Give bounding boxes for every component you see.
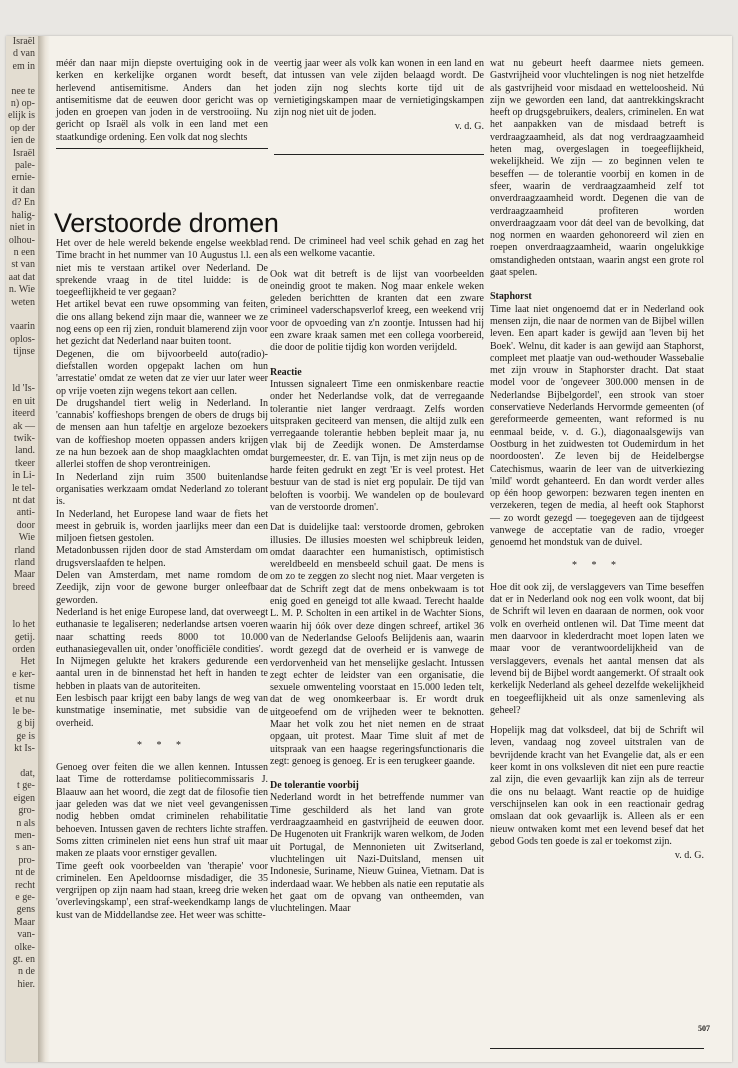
previous-page-fragment: pro-: [18, 854, 35, 866]
page-gutter: [38, 36, 50, 1062]
previous-page-fragment: nt de: [15, 867, 35, 879]
previous-page-fragment: n. Wie: [8, 284, 35, 296]
previous-page-fragment: tisme: [13, 681, 35, 693]
previous-page-fragment: n) op-: [10, 98, 35, 110]
previous-page-fragment: orden: [12, 643, 35, 655]
previous-page-fragment: g bij: [16, 718, 35, 730]
spacer: [270, 355, 484, 363]
previous-page-fragment: lo het: [12, 619, 35, 631]
previous-page-fragment: kt Is-: [14, 743, 35, 755]
paragraph: In Nijmegen gelukte het krakers gedurende een aantal uren in de binnenstad het heft in handen te hebben in plaats van de autoriteiten.: [56, 656, 268, 692]
previous-page-fragment: anti-: [16, 507, 35, 519]
paragraph: Een lesbisch paar krijgt een baby langs de weg van kunstmatige inseminatie, met subsidie van de overheid.: [56, 692, 268, 729]
continued-text-left: méér dan naar mijn diepste overtuiging ook in de kerken en kerkelijke organen wordt beseft, herlevend antisemitisme. Anders dan het antisemitisme dat de eeuwen door gericht was op joden en groepen van joden in de verstrooiing. Nu gericht op Israël als volk in een land met een staatkundige ordening. Een volk dat nog slechts: [56, 58, 268, 143]
previous-page-fragment: n als: [16, 817, 35, 829]
paragraph: Nederland is het enige Europese land, dat overweegt euthanasie te legaliseren; nederlandse artsen voeren naar schatting reeds 8000 tot 10.000 euthanasiegevallen uit, onder 'onofficiële condities'.: [56, 606, 268, 655]
previous-page-fragment: en uit: [12, 395, 35, 407]
previous-page-fragment: door: [16, 519, 35, 531]
paragraph: Het artikel bevat een ruwe opsomming van feiten, die ons allang bekend zijn maar die, wanneer we ze nog eens op een rij zien, ronduit blamerend zijn voor het gezicht dat Nederland naar buiten toont.: [56, 299, 268, 348]
section-heading: Staphorst: [490, 291, 532, 303]
author-signature-top: v. d. G.: [454, 121, 484, 133]
paragraph: Hoe dit ook zij, de verslaggevers van Time beseffen dat er in Nederland ook nog een volk woont, dat bij de Schrift wil leven en daaraan de normen, ook voor volk en overheid ontlenen wil. Dat Time meent dat men daarvoor in klederdracht moet lopen laten we maar voor de verantwoordelijkheid van de verslaggevers, evenals het aantal mensen dat als levend bij de Bijbel wordt aangemerkt. Of straalt ook kerkelijk Nederland als geheel dezelfde wekelijkheid en toegeeflijkheid uit als onze samenleving als geheel?: [490, 581, 704, 716]
previous-page-fragment: tkeer: [15, 457, 35, 469]
previous-page-fragment: aat dat: [8, 271, 35, 283]
spacer: [490, 279, 704, 287]
previous-page-fragment: [6, 73, 38, 85]
previous-page-fragment: olke-: [14, 941, 35, 953]
divider-rule-top: [274, 154, 484, 155]
previous-page-fragment: ernie-: [11, 172, 35, 184]
paragraph: Dat is duidelijke taal: verstoorde dromen, gebroken illusies. De illusies moesten wel schipbreuk leiden, omdat daarachter een humanistisch, optimistisch wereldbeeld en mensbeeld schuil gaat. De mens is om zo te zeggen zo slecht nog niet. Maar vergeten is dat de Schrift zegt dat de mens onbekwaam is tot enig goed en geneigd tot alle kwaad. Terecht haalde L. M. P. Scholten in een artikel in de Wachter Sions, waarin hij óók over deze dingen schreef, artikel 36 van de Nederlandse Geloofs Belijdenis aan, waarin wordt gezegd dat de overheid er is vanwege de verdorvenheid van het menselijke geslacht. Intussen zegt echter de leidster van een organisatie, die sexuele omwenteling voorstaat en 15.000 leden telt, dat de weg onomkeerbaar is. Er wordt druk uitgeoefend om de vrijheden weer te beknotten. Maar het volk zou het niet nemen en de straat opgaan, uit protest. Maar Time sluit af met de uitspraak van een haagse regeringsfunctionaris die zegt: genoeg is genoeg. Er is een terugkeer gaande.: [270, 522, 484, 767]
previous-page-fragment: gro-: [18, 805, 35, 817]
previous-page-fragment: hier.: [17, 978, 35, 990]
previous-page-fragment: le tel-: [11, 482, 35, 494]
article-column-left: [56, 238, 268, 922]
previous-page-fragment: n een: [13, 246, 35, 258]
previous-page-fragment: gt. en: [12, 954, 35, 966]
paragraph: Ook wat dit betreft is de lijst van voorbeelden oneindig groot te maken. Nog maar enkele weken geleden berichtten de kranten dat een zware crimineel vaderschapsverlof kreeg, een weekend vrij voor de opvoeding van z'n zoontje. Intussen had hij een zware kraak samen met een collega voorbereid, die door de politie tijdig kon worden verijdeld.: [270, 268, 484, 354]
paragraph: Delen van Amsterdam, met name romdom de Zeedijk, zijn voor de gewone burger onleefbaar geworden.: [56, 570, 268, 606]
previous-page-fragment: e ker-: [12, 668, 35, 680]
previous-page-fragment: in Li-: [12, 470, 35, 482]
previous-page-fragment: ge is: [16, 730, 35, 742]
previous-page-fragment: et nu: [15, 693, 35, 705]
paragraph: Hopelijk mag dat volksdeel, dat bij de Schrift wil leven, vandaag nog zoveel uitstralen van de bevrijdende kracht van het Evangelie dat, als er een keer komt in ons volksleven dit niet een pure reactie zal zijn, die even gevaarlijk kan zijn als de terreur die ons nu belaagt. Want reactie op de huidige verschijnselen kan ook in een reactionair gedrag omslaan dat ook gevaarlijk is. Alleen als er een nieuw ontwaken komt met een levend besef dat het gebod Gods ten goede is zal er toekomst zijn.: [490, 725, 704, 847]
page-number: 507: [698, 1024, 710, 1033]
previous-page-fragment: nt dat: [12, 495, 35, 507]
divider-rule-left: [56, 148, 268, 149]
section-heading: Reactie: [270, 366, 302, 378]
previous-page-fragment: d van: [13, 48, 35, 60]
magazine-page: [6, 36, 732, 1062]
previous-page-strip: [6, 36, 38, 1062]
previous-page-fragment: n de: [18, 966, 35, 978]
paragraph: wat nu gebeurt heeft daarmee niets gemeen. Gastvrijheid voor vluchtelingen is nog niet hetzelfde als gastvrijheid voor misdaad en wetteloosheid. Nú zijn we geworden een land, dat aantrekkingskracht heeft op drugsgebruikers, dealers, criminelen. En wat het aanpakken van de misdaad betreft is verdraagzaamheid, als dat nog verdraagzaamheid heten mag, overgeslagen in toegeeflijkheid, wekelijkheid. We zijn — zo beginnen velen te beseffen — de tolerantie voorbij en komen in de sfeer, waarin de verdraagzaamheid zelf tot onverdraagzaamheid wordt. Degenen die van de verdraagzaamheid profiteren worden onverdraagzaam voor dát deel van de bevolking, dat nog normen en waarden gehonoreerd wil zien en roepen onverdraagzaamheid, waarin ongelukkige omstandigheden ontstaan, waarin angst een grote rol gaat spelen.: [490, 58, 704, 279]
previous-page-fragment: van-: [17, 929, 35, 941]
previous-page-fragment: st van: [11, 259, 35, 271]
paragraph: Time geeft ook voorbeelden van 'therapie' voor criminelen. Een Apeldoornse misdadiger, die 35 vergrijpen op zijn naam had staan, kreeg drie weken 'overlevingskamp', een straf-weekendkamp langs de kust van de Middellandse zee. Het weer was schitte-: [56, 860, 268, 921]
paragraph: Intussen signaleert Time een onmiskenbare reactie onder het Nederlandse volk, dat de verregaande tolerantie niet langer verdraagt. Zelfs worden uitspraken geciteerd van mensen, die altijd zulk een verregaande tolerantie hebben bepleit maar ja, nu vlak bij de Zeedijk wonen. De Amsterdamse burgemeester, dr. E. van Tijn, is met zijn neus op de harde feiten gedrukt en zegt 'Er is veel protest. Het bestuur van de stad is niet erg populair. De tijd van beloften is voorbij. We wandelen op de boulevard van de verstoorde dromen'.: [270, 378, 484, 513]
previous-page-fragment: [6, 309, 38, 321]
previous-page-fragment: ak —: [13, 420, 35, 432]
continued-text-mid: veertig jaar weer als volk kan wonen in een land en dat intussen van vele zijden belaagd wordt. De joden zijn nog slechts korte tijd uit de vernietigingskampen maar de vernietigingskampen zijn nog niet uit de joden.: [274, 58, 484, 119]
article-column-mid: [270, 236, 484, 915]
previous-page-fragment: halig-: [11, 209, 35, 221]
previous-page-fragment: [6, 371, 38, 383]
previous-page-fragment: gens: [16, 904, 35, 916]
previous-page-fragment: olhou-: [8, 234, 35, 246]
previous-page-fragment: vaarin: [10, 321, 35, 333]
paragraph: Time laat niet ongenoemd dat er in Nederland ook mensen zijn, die naar de normen van de Bijbel willen leven. Een apart kader is gewijd aan 'leven bij het Boek'. Welnu, dit kader is aan gewijd aan Staphorst, compleet met plaatje van oud-wethouder Wassebalie met zijn vrouw in Staphorster dracht. Dat staat model voor de 'ongeveer 300.000 mensen in de Nederlandse Bijbelgordel', een strook van stoer conservatieve Nederlands Hervormde gemeenten (of gereformeerde gemeenten, want reformed is nu eenmaal beide, v. d. G.), diagonaalsgewijs van Oostburg in het zuidwesten tot Oudemirdum in het noordoosten'. Ze leven bij de Heidelbergse Catechismus, waarin de leer van de uitverkiezing 'mild' wordt gehanteerd. En dan wordt verder alles op één hoop geworpen: bezwaren tegen inenten en verzekeren, tegen de media, al heeft ook Staphorst — zo wordt gezegd — toegegeven aan de tijdgeest vanwege de acceptatie van de radio, vroeger genoemd het mondstuk van de duivel.: [490, 303, 704, 549]
previous-page-fragment: land.: [15, 445, 35, 457]
previous-page-fragment: s an-: [15, 842, 35, 854]
previous-page-fragment: [6, 756, 38, 768]
previous-page-fragment: Het: [20, 656, 35, 668]
previous-page-fragment: ld 'Is-: [12, 383, 35, 395]
previous-page-fragment: oplos-: [10, 333, 35, 345]
previous-page-fragment: em in: [12, 60, 35, 72]
previous-page-fragment: eigen: [13, 792, 35, 804]
previous-page-fragment: breed: [12, 581, 35, 593]
previous-page-fragment: [6, 607, 38, 619]
previous-page-fragment: ien de: [10, 135, 35, 147]
paragraph: rend. De crimineel had veel schik gehad en zag het als een welkome vacantie.: [270, 236, 484, 260]
previous-page-fragment: rland: [14, 544, 35, 556]
previous-page-fragment: le be-: [12, 705, 35, 717]
continued-article-mid: [274, 58, 484, 134]
article-column-right: [490, 58, 704, 862]
previous-page-fragment: Israël: [12, 147, 35, 159]
previous-page-fragment: e ge-: [15, 892, 35, 904]
previous-page-fragment: nee te: [11, 85, 35, 97]
previous-page-fragment: it dan: [12, 184, 35, 196]
previous-page-fragment: [6, 594, 38, 606]
paragraph: Degenen, die om bijvoorbeeld auto(radio)-diefstallen worden opgepakt lachen om hun 'arrestatie' omdat ze weten dat ze vier uur later weer op vrije voeten zijn wegens tekort aan cellen.: [56, 348, 268, 397]
previous-page-fragment: rland: [14, 557, 35, 569]
paragraph: Nederland wordt in het betreffende nummer van Time geschilderd als het land van grote verdraagzaamheid en gastvrijheid de eeuwen door. De Hugenoten uit Frankrijk waren welkom, de Joden uit Portugal, de Mennonieten uit Zwitserland, vluchtelingen uit Nazi-Duitsland, mensen uit Indonesie, Suriname, Nieuw Guinea, Vietnam. Dat is inderdaad waar. We hebben als natie een reputatie als het gaat om de opvang van ontheemden, van vluchtelingen. Maar: [270, 792, 484, 915]
paragraph: In Nederland, het Europese land waar de fiets het meest in gebruik is, worden jaarlijks meer dan een miljoen fietsen gestolen.: [56, 508, 268, 545]
article-title: Verstoorde dromen: [54, 208, 279, 238]
previous-page-fragment: Wie: [18, 532, 35, 544]
previous-page-fragment: getij.: [14, 631, 35, 643]
previous-page-fragment: weten: [11, 296, 35, 308]
paragraph: Metadonbussen rijden door de stad Amsterdam om drugsverslaafden te helpen.: [56, 545, 268, 569]
previous-page-fragment: [6, 359, 38, 371]
previous-page-fragment: d? En: [11, 197, 35, 209]
previous-page-fragment: iteerd: [12, 408, 35, 420]
previous-page-fragment: op der: [9, 122, 35, 134]
previous-page-fragment: tijnse: [13, 346, 35, 358]
previous-page-fragment: twik-: [13, 433, 35, 444]
previous-page-fragment: Israël: [12, 36, 35, 47]
paragraph: De drugshandel tiert welig in Nederland. In 'cannabis' koffieshops brengen de obers de drugs bij de mensen aan hun tafeltje en argeloze bezoekers van de koffieshop moeten oppassen anders krijgen ze na hun bezoek aan de shop maagklachten omdat allerlei stoffen de shop verontreinigen.: [56, 397, 268, 471]
paragraph: In Nederland zijn ruim 3500 buitenlandse organisaties werkzaam omdat Nederland zo tolerant is.: [56, 471, 268, 508]
previous-page-fragment: niet in: [9, 222, 35, 234]
section-heading: De tolerantie voorbij: [270, 780, 359, 792]
previous-page-fragment: pale-: [15, 160, 35, 172]
previous-page-fragment: Maar: [13, 916, 35, 928]
continued-article-left: [56, 58, 268, 144]
previous-page-fragment: men-: [14, 830, 35, 841]
section-separator: * * *: [137, 739, 187, 751]
paragraph: Genoeg over feiten die we allen kennen. Intussen laat Time de rotterdamse politiecommissaris J. Blaauw aan het woord, die zegt dat de filosofie tien jaar geleden was dat we niet veel gevangenissen nodig hebben omdat criminelen rehabilitatie behoeven. Intussen gaven de rechters lichte straffen. Soms zitten criminelen niet eens hun straf uit maar maken ze plaats voor ernstiger gevallen.: [56, 762, 268, 860]
paragraph: Het over de hele wereld bekende engelse weekblad Time bracht in het nummer van 10 Augustus l.l. een niet mis te verstaan artikel over Nederland. De sprekende vraag in de titel luidde: is de toegeeflijkheid te ver gegaan?: [56, 238, 268, 299]
spacer: [270, 768, 484, 776]
divider-rule-right: [490, 1048, 704, 1049]
previous-page-fragment: recht: [15, 879, 35, 891]
previous-page-fragment: dat,: [20, 767, 35, 779]
previous-page-fragment: t ge-: [16, 780, 35, 792]
section-separator: * * *: [572, 559, 622, 571]
previous-page-fragment: Maar: [13, 569, 35, 581]
author-signature: v. d. G.: [674, 850, 704, 862]
previous-page-fragment: elijk is: [8, 110, 35, 122]
